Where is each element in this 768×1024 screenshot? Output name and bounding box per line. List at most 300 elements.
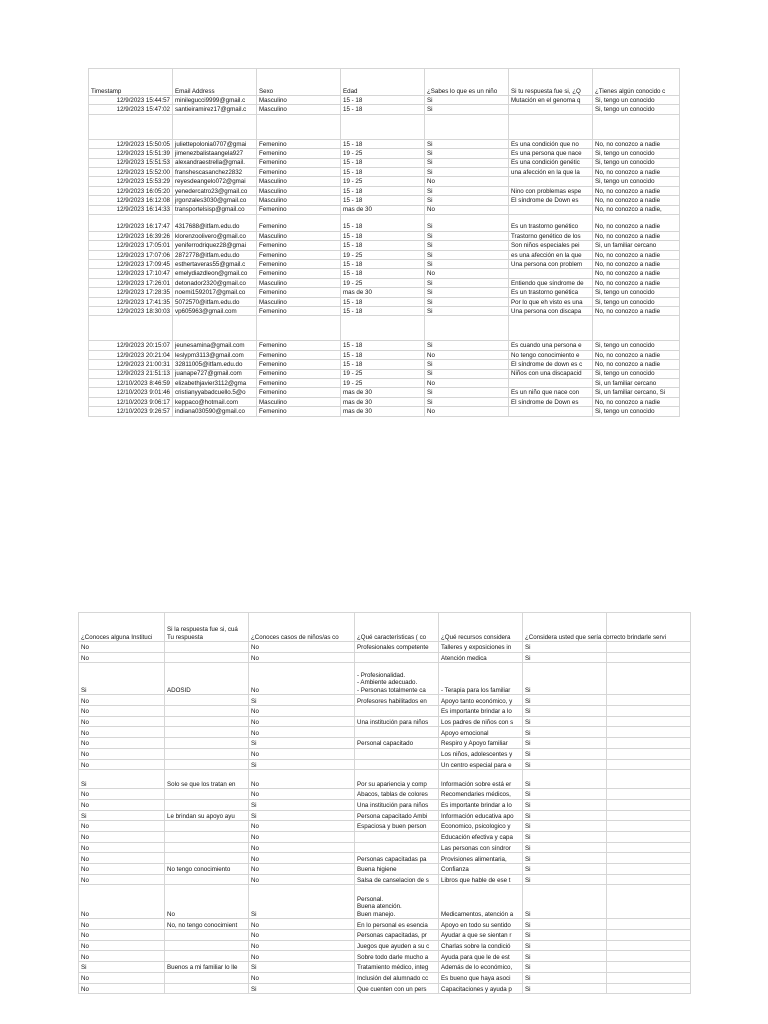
table-cell[interactable]: Es bueno que haya asoci: [439, 972, 523, 983]
table-cell[interactable]: Si, un familiar cercano, Si: [593, 388, 680, 397]
table-cell[interactable]: [607, 748, 691, 759]
table-cell[interactable]: No: [249, 821, 355, 832]
table-cell[interactable]: Información sobre está er: [439, 770, 523, 789]
table-cell[interactable]: No: [79, 706, 165, 717]
table-cell[interactable]: Profesores habilitados en: [355, 695, 439, 706]
table-cell[interactable]: Charlas sobre la condició: [439, 940, 523, 951]
table-cell[interactable]: Si: [249, 799, 355, 810]
table-cell[interactable]: Abacos, tablas de colores: [355, 789, 439, 800]
table-cell[interactable]: leslypm3113@gmail.com: [173, 350, 257, 359]
table-cell[interactable]: No: [79, 799, 165, 810]
table-cell[interactable]: Medicamentos, atención a: [439, 885, 523, 919]
table-cell[interactable]: Si: [523, 706, 607, 717]
table-cell[interactable]: transportelsisp@gmail.co: [173, 205, 257, 214]
table-cell[interactable]: 19 - 25: [341, 278, 425, 287]
table-cell[interactable]: Masculino: [257, 278, 341, 287]
table-cell[interactable]: 12/9/2023 17:09:45: [89, 260, 173, 269]
table-cell[interactable]: Si: [523, 962, 607, 973]
table-cell[interactable]: [607, 706, 691, 717]
table-cell[interactable]: [509, 177, 593, 186]
table-cell[interactable]: Masculino: [257, 105, 341, 114]
table-cell[interactable]: [607, 663, 691, 695]
table-cell[interactable]: No: [249, 748, 355, 759]
table-cell[interactable]: Los niños, adolescentes y: [439, 748, 523, 759]
table-cell[interactable]: 12/9/2023 17:28:35: [89, 288, 173, 297]
table-cell[interactable]: 15 - 18: [341, 186, 425, 195]
table-cell[interactable]: indiana030590@gmail.co: [173, 407, 257, 416]
table-cell[interactable]: [165, 874, 249, 885]
table-cell[interactable]: Si: [523, 972, 607, 983]
table-cell[interactable]: Si: [523, 727, 607, 738]
table-cell[interactable]: [165, 789, 249, 800]
table-cell[interactable]: No: [249, 831, 355, 842]
header-cell[interactable]: ¿Qué características ( co: [355, 613, 439, 642]
table-cell[interactable]: Además de lo económico,: [439, 962, 523, 973]
table-cell[interactable]: Si: [523, 770, 607, 789]
table-cell[interactable]: 12/9/2023 17:10:47: [89, 269, 173, 278]
table-cell[interactable]: Personal capacitado: [355, 738, 439, 749]
table-cell[interactable]: 15 - 18: [341, 341, 425, 350]
table-cell[interactable]: [607, 940, 691, 951]
table-cell[interactable]: [509, 105, 593, 114]
table-cell[interactable]: Si: [425, 139, 509, 148]
table-cell[interactable]: Si: [523, 874, 607, 885]
table-cell[interactable]: No, no conozco a nadie: [593, 307, 680, 316]
table-cell[interactable]: Si: [249, 738, 355, 749]
table-cell[interactable]: Es un niño que nace con: [509, 388, 593, 397]
table-cell[interactable]: [165, 831, 249, 842]
table-cell[interactable]: No: [79, 842, 165, 853]
table-cell[interactable]: [593, 316, 680, 341]
header-cell[interactable]: ¿Qué recursos considera: [439, 613, 523, 642]
table-cell[interactable]: [425, 114, 509, 139]
table-cell[interactable]: Es un trastorno genética: [509, 288, 593, 297]
table-cell[interactable]: [89, 114, 173, 139]
table-cell[interactable]: Si: [523, 748, 607, 759]
table-cell[interactable]: emelydiazdleon@gmail.co: [173, 269, 257, 278]
table-cell[interactable]: Si, un familiar cercano: [593, 378, 680, 387]
table-cell[interactable]: Si: [425, 158, 509, 167]
table-cell[interactable]: No: [165, 885, 249, 919]
table-cell[interactable]: 15 - 18: [341, 196, 425, 205]
table-cell[interactable]: No, no conozco a nadie: [593, 139, 680, 148]
table-cell[interactable]: Solo se que los tratan en: [165, 770, 249, 789]
table-cell[interactable]: Femenino: [257, 369, 341, 378]
table-cell[interactable]: Masculino: [257, 96, 341, 105]
table-cell[interactable]: 12/9/2023 16:12:08: [89, 196, 173, 205]
table-cell[interactable]: No tengo conocimiento: [165, 864, 249, 875]
header-cell[interactable]: ¿Sabes lo que es un niño: [425, 69, 509, 96]
table-cell[interactable]: [607, 919, 691, 930]
table-cell[interactable]: Entiendo que síndrome de: [509, 278, 593, 287]
table-cell[interactable]: [607, 799, 691, 810]
table-cell[interactable]: Es cuando una persona e: [509, 341, 593, 350]
header-cell[interactable]: Si tu respuesta fue si, ¿Q: [509, 69, 593, 96]
table-cell[interactable]: Si: [523, 864, 607, 875]
table-cell[interactable]: [607, 930, 691, 941]
table-cell[interactable]: Si: [523, 652, 607, 663]
table-cell[interactable]: Nino con problemas espe: [509, 186, 593, 195]
table-cell[interactable]: 12/9/2023 16:05:20: [89, 186, 173, 195]
table-cell[interactable]: No: [425, 205, 509, 214]
table-cell[interactable]: Si: [523, 842, 607, 853]
table-cell[interactable]: No: [425, 177, 509, 186]
table-cell[interactable]: No, no conozco a nadie: [593, 350, 680, 359]
table-cell[interactable]: elizabethjavier3112@gma: [173, 378, 257, 387]
table-cell[interactable]: 15 - 18: [341, 167, 425, 176]
table-cell[interactable]: Si: [425, 167, 509, 176]
table-cell[interactable]: Masculino: [257, 196, 341, 205]
table-cell[interactable]: Una institución para niños: [355, 716, 439, 727]
table-cell[interactable]: Salsa de canselacion de s: [355, 874, 439, 885]
table-cell[interactable]: cristianyyabadcuello.5@o: [173, 388, 257, 397]
table-cell[interactable]: Respiro y Apoyo familiar: [439, 738, 523, 749]
table-cell[interactable]: Si: [425, 369, 509, 378]
table-cell[interactable]: Si: [523, 695, 607, 706]
table-cell[interactable]: Libros que hable de ese t: [439, 874, 523, 885]
table-cell[interactable]: [257, 114, 341, 139]
table-cell[interactable]: Femenino: [257, 288, 341, 297]
table-cell[interactable]: [607, 885, 691, 919]
table-cell[interactable]: Si: [523, 789, 607, 800]
table-cell[interactable]: No: [79, 885, 165, 919]
table-cell[interactable]: yenedercatro23@gmail.co: [173, 186, 257, 195]
table-cell[interactable]: No: [249, 951, 355, 962]
table-cell[interactable]: No: [79, 695, 165, 706]
table-cell[interactable]: Si: [523, 983, 607, 994]
table-cell[interactable]: Si: [249, 962, 355, 973]
table-cell[interactable]: [165, 652, 249, 663]
table-cell[interactable]: [607, 642, 691, 653]
table-cell[interactable]: 12/10/2023 9:06:17: [89, 397, 173, 406]
table-cell[interactable]: No: [79, 972, 165, 983]
table-cell[interactable]: [257, 316, 341, 341]
table-cell[interactable]: Femenino: [257, 341, 341, 350]
table-cell[interactable]: [173, 114, 257, 139]
table-cell[interactable]: No, no conozco a nadie,: [593, 205, 680, 214]
table-cell[interactable]: [607, 853, 691, 864]
table-cell[interactable]: No: [79, 716, 165, 727]
table-cell[interactable]: 15 - 18: [341, 350, 425, 359]
table-cell[interactable]: No: [79, 853, 165, 864]
table-cell[interactable]: [165, 799, 249, 810]
table-cell[interactable]: [165, 716, 249, 727]
table-cell[interactable]: No, no conozco a nadie: [593, 214, 680, 231]
table-cell[interactable]: 12/9/2023 17:26:01: [89, 278, 173, 287]
table-cell[interactable]: Si, tengo un conocido: [593, 407, 680, 416]
table-cell[interactable]: Masculino: [257, 177, 341, 186]
table-cell[interactable]: Si: [249, 810, 355, 821]
table-cell[interactable]: 12/9/2023 15:53:29: [89, 177, 173, 186]
table-cell[interactable]: [165, 695, 249, 706]
table-cell[interactable]: Si: [79, 962, 165, 973]
table-cell[interactable]: Si: [425, 105, 509, 114]
table-cell[interactable]: una afección en la que la: [509, 167, 593, 176]
table-cell[interactable]: Si: [425, 186, 509, 195]
table-cell[interactable]: Si: [523, 810, 607, 821]
table-cell[interactable]: Economico, psicologico y: [439, 821, 523, 832]
table-cell[interactable]: 15 - 18: [341, 269, 425, 278]
table-cell[interactable]: Si: [425, 214, 509, 231]
table-cell[interactable]: Femenino: [257, 205, 341, 214]
table-cell[interactable]: reyesdeangelo072@gmai: [173, 177, 257, 186]
table-cell[interactable]: 12/9/2023 20:15:07: [89, 341, 173, 350]
table-cell[interactable]: Si: [79, 663, 165, 695]
table-cell[interactable]: Si: [425, 241, 509, 250]
table-cell[interactable]: No: [79, 748, 165, 759]
table-cell[interactable]: Femenino: [257, 167, 341, 176]
table-cell[interactable]: 15 - 18: [341, 139, 425, 148]
table-cell[interactable]: 5072570@itfam.edu.do: [173, 297, 257, 306]
table-cell[interactable]: noemi1592017@gmail.co: [173, 288, 257, 297]
table-cell[interactable]: Si, tengo un conocido: [593, 369, 680, 378]
table-cell[interactable]: [509, 378, 593, 387]
table-cell[interactable]: [89, 316, 173, 341]
table-cell[interactable]: [165, 972, 249, 983]
table-cell[interactable]: 15 - 18: [341, 214, 425, 231]
table-cell[interactable]: 12/9/2023 16:17:47: [89, 214, 173, 231]
table-cell[interactable]: [165, 759, 249, 770]
table-cell[interactable]: [165, 930, 249, 941]
table-cell[interactable]: [355, 727, 439, 738]
table-cell[interactable]: [607, 874, 691, 885]
table-cell[interactable]: No, no conozco a nadie: [593, 186, 680, 195]
table-cell[interactable]: Profesionales competente: [355, 642, 439, 653]
table-cell[interactable]: 12/9/2023 17:05:01: [89, 241, 173, 250]
table-cell[interactable]: Si: [425, 360, 509, 369]
table-cell[interactable]: Si, tengo un conocido: [593, 297, 680, 306]
table-cell[interactable]: Capacitaciones y ayuda p: [439, 983, 523, 994]
table-cell[interactable]: Masculino: [257, 397, 341, 406]
table-cell[interactable]: mas de 30: [341, 397, 425, 406]
table-cell[interactable]: [355, 652, 439, 663]
table-cell[interactable]: Si: [425, 260, 509, 269]
table-cell[interactable]: Si: [249, 759, 355, 770]
table-cell[interactable]: [607, 652, 691, 663]
table-cell[interactable]: [165, 738, 249, 749]
table-cell[interactable]: Si: [523, 930, 607, 941]
table-cell[interactable]: Una persona con problem: [509, 260, 593, 269]
table-cell[interactable]: Trastorno genético de los: [509, 231, 593, 240]
table-cell[interactable]: Femenino: [257, 307, 341, 316]
table-cell[interactable]: Ayuda para que le de est: [439, 951, 523, 962]
table-cell[interactable]: Si: [523, 919, 607, 930]
table-cell[interactable]: Si: [425, 149, 509, 158]
table-cell[interactable]: No, no conozco a nadie: [593, 278, 680, 287]
table-cell[interactable]: [355, 759, 439, 770]
table-cell[interactable]: No: [79, 727, 165, 738]
table-cell[interactable]: [509, 269, 593, 278]
table-cell[interactable]: No, no conozco a nadie: [593, 250, 680, 259]
table-cell[interactable]: 15 - 18: [341, 105, 425, 114]
table-cell[interactable]: [607, 962, 691, 973]
table-cell[interactable]: [509, 205, 593, 214]
table-cell[interactable]: No: [249, 972, 355, 983]
table-cell[interactable]: Femenino: [257, 388, 341, 397]
table-cell[interactable]: mas de 30: [341, 407, 425, 416]
table-cell[interactable]: Sobre todo darle mucho a: [355, 951, 439, 962]
table-cell[interactable]: 15 - 18: [341, 360, 425, 369]
table-cell[interactable]: 15 - 18: [341, 297, 425, 306]
table-cell[interactable]: El síndrome de down es c: [509, 360, 593, 369]
table-cell[interactable]: No: [249, 842, 355, 853]
table-cell[interactable]: Si, tengo un conocido: [593, 341, 680, 350]
table-cell[interactable]: mas de 30: [341, 288, 425, 297]
table-cell[interactable]: Personas capacitadas, pr: [355, 930, 439, 941]
table-cell[interactable]: 15 - 18: [341, 307, 425, 316]
table-cell[interactable]: [165, 853, 249, 864]
table-cell[interactable]: Femenino: [257, 158, 341, 167]
table-cell[interactable]: Mutación en el genoma q: [509, 96, 593, 105]
table-cell[interactable]: Juegos que ayuden a su c: [355, 940, 439, 951]
table-cell[interactable]: Por lo que eh visto es una: [509, 297, 593, 306]
table-cell[interactable]: No: [425, 407, 509, 416]
table-cell[interactable]: Una persona con discapa: [509, 307, 593, 316]
table-cell[interactable]: 15 - 18: [341, 158, 425, 167]
table-cell[interactable]: No: [79, 821, 165, 832]
table-cell[interactable]: 12/9/2023 18:30:03: [89, 307, 173, 316]
table-cell[interactable]: mas de 30: [341, 388, 425, 397]
table-cell[interactable]: No: [249, 663, 355, 695]
table-cell[interactable]: [165, 727, 249, 738]
table-cell[interactable]: Femenino: [257, 149, 341, 158]
table-cell[interactable]: Niños con una discapacid: [509, 369, 593, 378]
table-cell[interactable]: No, no conozco a nadie: [593, 196, 680, 205]
table-cell[interactable]: [165, 940, 249, 951]
table-cell[interactable]: 12/9/2023 21:00:31: [89, 360, 173, 369]
table-cell[interactable]: [607, 842, 691, 853]
table-cell[interactable]: es una afección en la que: [509, 250, 593, 259]
table-cell[interactable]: ADOSID: [165, 663, 249, 695]
table-cell[interactable]: [355, 842, 439, 853]
table-cell[interactable]: [607, 789, 691, 800]
table-cell[interactable]: No: [249, 642, 355, 653]
table-cell[interactable]: detonador2320@gmail.co: [173, 278, 257, 287]
table-cell[interactable]: 4317688@itfam.edu.do: [173, 214, 257, 231]
table-cell[interactable]: No: [249, 930, 355, 941]
table-cell[interactable]: 19 - 25: [341, 149, 425, 158]
table-cell[interactable]: No: [249, 706, 355, 717]
header-cell[interactable]: Email Address: [173, 69, 257, 96]
table-cell[interactable]: Femenino: [257, 241, 341, 250]
table-cell[interactable]: [355, 831, 439, 842]
table-cell[interactable]: Por su apariencia y comp: [355, 770, 439, 789]
table-cell[interactable]: Que cuenten con un pers: [355, 983, 439, 994]
table-cell[interactable]: Si, tengo un conocido: [593, 158, 680, 167]
table-cell[interactable]: Si: [523, 738, 607, 749]
table-cell[interactable]: Si: [523, 799, 607, 810]
table-cell[interactable]: Si: [249, 695, 355, 706]
table-cell[interactable]: [165, 983, 249, 994]
table-cell[interactable]: juliettepolonia0707@gmai: [173, 139, 257, 148]
table-cell[interactable]: Si, tengo un conocido: [593, 105, 680, 114]
table-cell[interactable]: [607, 821, 691, 832]
table-cell[interactable]: Provisiones alimentaria,: [439, 853, 523, 864]
table-cell[interactable]: No: [249, 853, 355, 864]
table-cell[interactable]: No, no tengo conocimient: [165, 919, 249, 930]
table-cell[interactable]: mas de 30: [341, 205, 425, 214]
table-cell[interactable]: [607, 951, 691, 962]
table-cell[interactable]: No: [249, 874, 355, 885]
table-cell[interactable]: Tratamiento médico, integ: [355, 962, 439, 973]
table-cell[interactable]: Buenos a mi familiar lo lle: [165, 962, 249, 973]
table-cell[interactable]: 12/10/2023 9:26:57: [89, 407, 173, 416]
table-cell[interactable]: [173, 316, 257, 341]
header-cell[interactable]: ¿Conoces alguna Instituci: [79, 613, 165, 642]
table-cell[interactable]: No tengo conocimiento e: [509, 350, 593, 359]
table-cell[interactable]: No: [79, 831, 165, 842]
table-cell[interactable]: 15 - 18: [341, 241, 425, 250]
table-cell[interactable]: No: [79, 642, 165, 653]
table-cell[interactable]: Es importante brindar a lo: [439, 799, 523, 810]
table-cell[interactable]: Buena higiene: [355, 864, 439, 875]
table-cell[interactable]: En lo personal es esencia: [355, 919, 439, 930]
table-cell[interactable]: No: [249, 770, 355, 789]
table-cell[interactable]: El síndrome de Down es: [509, 397, 593, 406]
table-cell[interactable]: No: [249, 864, 355, 875]
table-cell[interactable]: Apoyo en todo su sentido: [439, 919, 523, 930]
table-cell[interactable]: 19 - 25: [341, 177, 425, 186]
table-cell[interactable]: Personal. Buena atención. Buen manejo.: [355, 885, 439, 919]
table-cell[interactable]: No: [249, 716, 355, 727]
table-cell[interactable]: 12/9/2023 17:07:06: [89, 250, 173, 259]
table-cell[interactable]: Son niños especiales pei: [509, 241, 593, 250]
table-cell[interactable]: [607, 727, 691, 738]
table-cell[interactable]: Si: [425, 388, 509, 397]
table-cell[interactable]: Le brindan su apoyo ayu: [165, 810, 249, 821]
table-cell[interactable]: Un centro especial para e: [439, 759, 523, 770]
table-cell[interactable]: [341, 114, 425, 139]
table-cell[interactable]: [607, 759, 691, 770]
table-cell[interactable]: 12/9/2023 15:44:57: [89, 96, 173, 105]
table-cell[interactable]: Femenino: [257, 214, 341, 231]
table-cell[interactable]: Femenino: [257, 378, 341, 387]
table-cell[interactable]: Si, tengo un conocido: [593, 96, 680, 105]
table-cell[interactable]: No, no conozco a nadie: [593, 260, 680, 269]
table-cell[interactable]: [593, 114, 680, 139]
table-cell[interactable]: Si: [425, 196, 509, 205]
table-cell[interactable]: 15 - 18: [341, 260, 425, 269]
table-cell[interactable]: No, no conozco a nadie: [593, 397, 680, 406]
table-cell[interactable]: 15 - 18: [341, 96, 425, 105]
table-cell[interactable]: Si, tengo un conocido: [593, 288, 680, 297]
table-cell[interactable]: Si: [425, 288, 509, 297]
table-cell[interactable]: Es importante brindar a lo: [439, 706, 523, 717]
table-cell[interactable]: No, no conozco a nadie: [593, 167, 680, 176]
table-cell[interactable]: Si: [249, 983, 355, 994]
table-cell[interactable]: Si: [425, 307, 509, 316]
table-cell[interactable]: Inclusión del alumnado cc: [355, 972, 439, 983]
table-cell[interactable]: Si: [79, 770, 165, 789]
table-cell[interactable]: Apoyo tanto económico, y: [439, 695, 523, 706]
table-cell[interactable]: 12/10/2023 8:46:59: [89, 378, 173, 387]
table-cell[interactable]: Recomendaries médicos,: [439, 789, 523, 800]
table-cell[interactable]: Masculino: [257, 231, 341, 240]
table-cell[interactable]: Si, tengo un conocido: [593, 149, 680, 158]
table-cell[interactable]: Si: [523, 642, 607, 653]
table-cell[interactable]: [165, 748, 249, 759]
table-cell[interactable]: [165, 821, 249, 832]
table-cell[interactable]: No: [79, 919, 165, 930]
table-cell[interactable]: 2872778@itfam.edu.do: [173, 250, 257, 259]
table-cell[interactable]: Si, un familiar cercano: [593, 241, 680, 250]
table-cell[interactable]: [607, 831, 691, 842]
table-cell[interactable]: No, no conozco a nadie: [593, 269, 680, 278]
table-cell[interactable]: Atención medica: [439, 652, 523, 663]
table-cell[interactable]: Si: [425, 278, 509, 287]
table-cell[interactable]: santieiramirez17@gmail.c: [173, 105, 257, 114]
table-cell[interactable]: [607, 983, 691, 994]
